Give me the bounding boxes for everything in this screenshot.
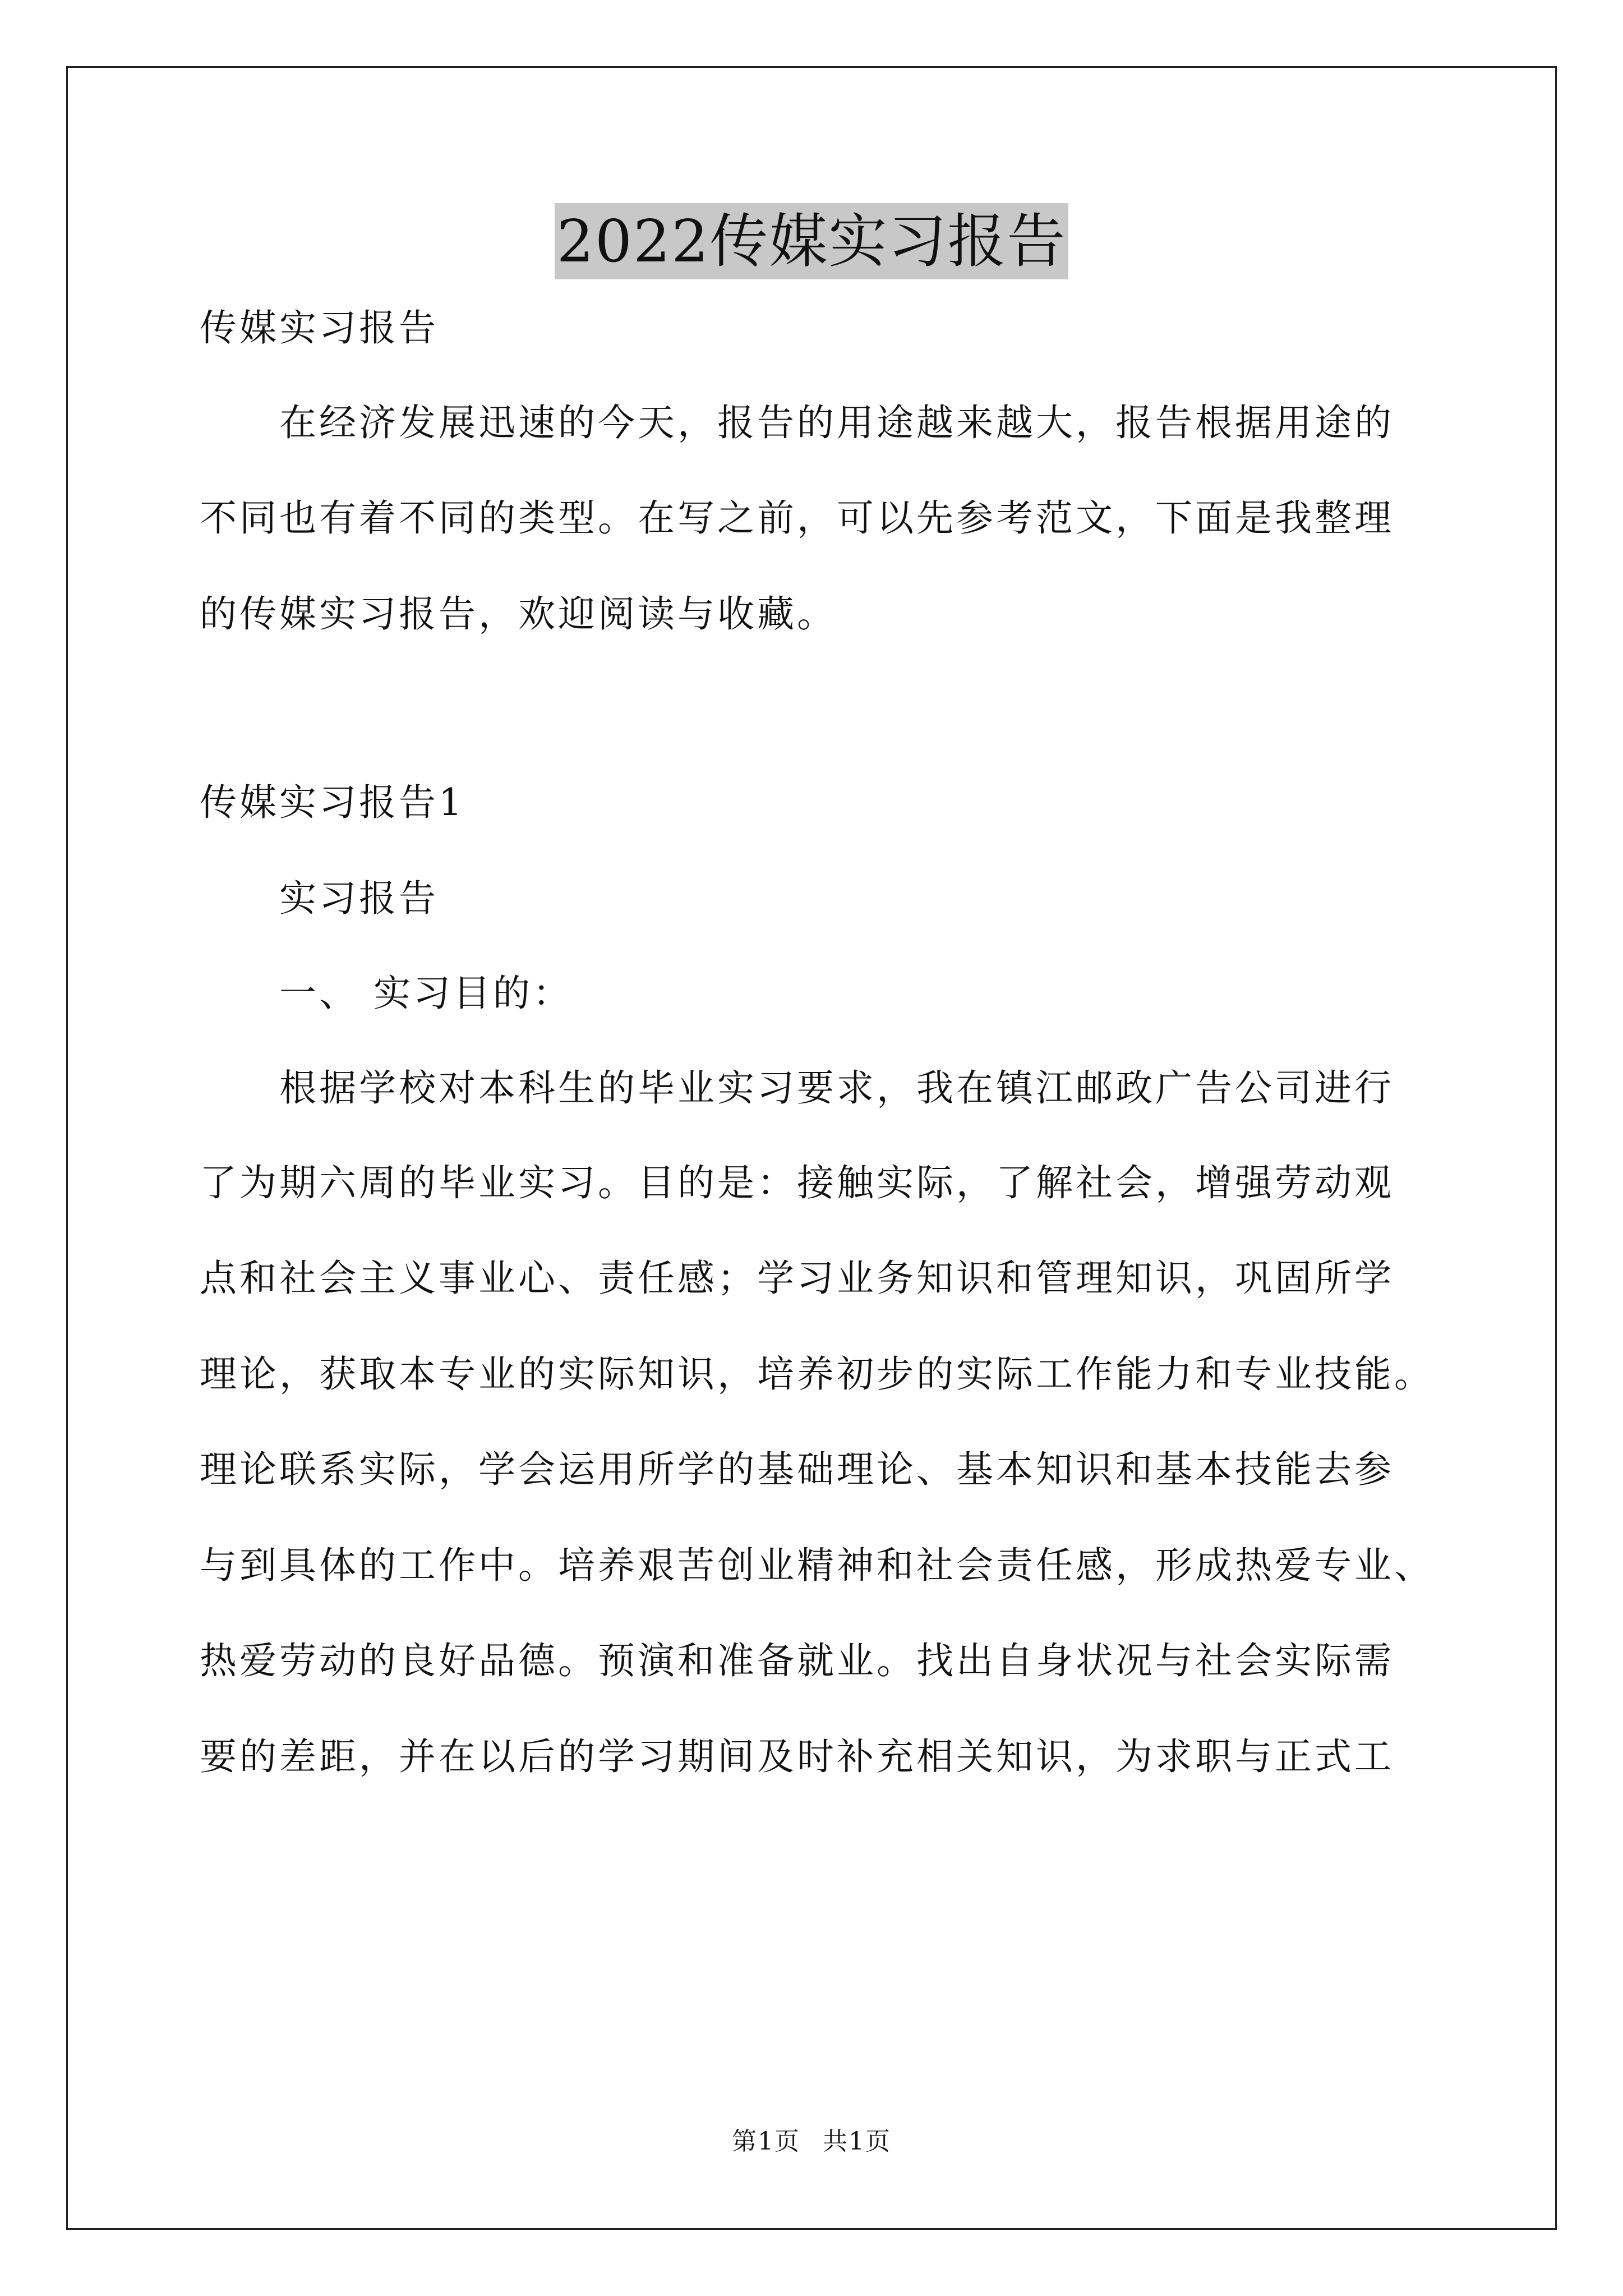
document-title: 2022传媒实习报告 [555, 203, 1069, 279]
text-line: 热爱劳动的良好品德。预演和准备就业。找出自身状况与社会实际需 [200, 1639, 1394, 1682]
page-footer [0, 2125, 1623, 2159]
page-total: 共1页 [823, 2127, 891, 2156]
text-line: 要的差距，并在以后的学习期间及时补充相关知识，为求职与正式工 [200, 1735, 1394, 1778]
text-line: 传媒实习报告 [200, 306, 439, 349]
text-line: 实习报告 [279, 877, 439, 920]
text-line: 的传媒实习报告，欢迎阅读与收藏。 [200, 592, 837, 636]
page-number: 第1页 [732, 2127, 800, 2156]
text-line: 不同也有着不同的类型。在写之前，可以先参考范文，下面是我整理 [200, 496, 1394, 540]
text-line: 传媒实习报告1 [200, 781, 465, 824]
text-line: 一、 实习目的： [279, 972, 573, 1015]
text-line: 理论联系实际，学会运用所学的基础理论、基本知识和基本技能去参 [200, 1448, 1394, 1491]
text-line: 根据学校对本科生的毕业实习要求，我在镇江邮政广告公司进行 [279, 1066, 1394, 1110]
text-line: 了为期六周的毕业实习。目的是：接触实际，了解社会，增强劳动观 [200, 1161, 1394, 1204]
text-line: 与到具体的工作中。培养艰苦创业精神和社会责任感，形成热爱专业、 [200, 1544, 1434, 1587]
text-line: 点和社会主义事业心、责任感；学习业务知识和管理知识，巩固所学 [200, 1257, 1394, 1300]
text-line: 理论，获取本专业的实际知识，培养初步的实际工作能力和专业技能。 [200, 1352, 1434, 1396]
text-line: 在经济发展迅速的今天，报告的用途越来越大，报告根据用途的 [279, 401, 1394, 444]
page-border [66, 66, 1557, 2230]
title-container [0, 203, 1623, 279]
